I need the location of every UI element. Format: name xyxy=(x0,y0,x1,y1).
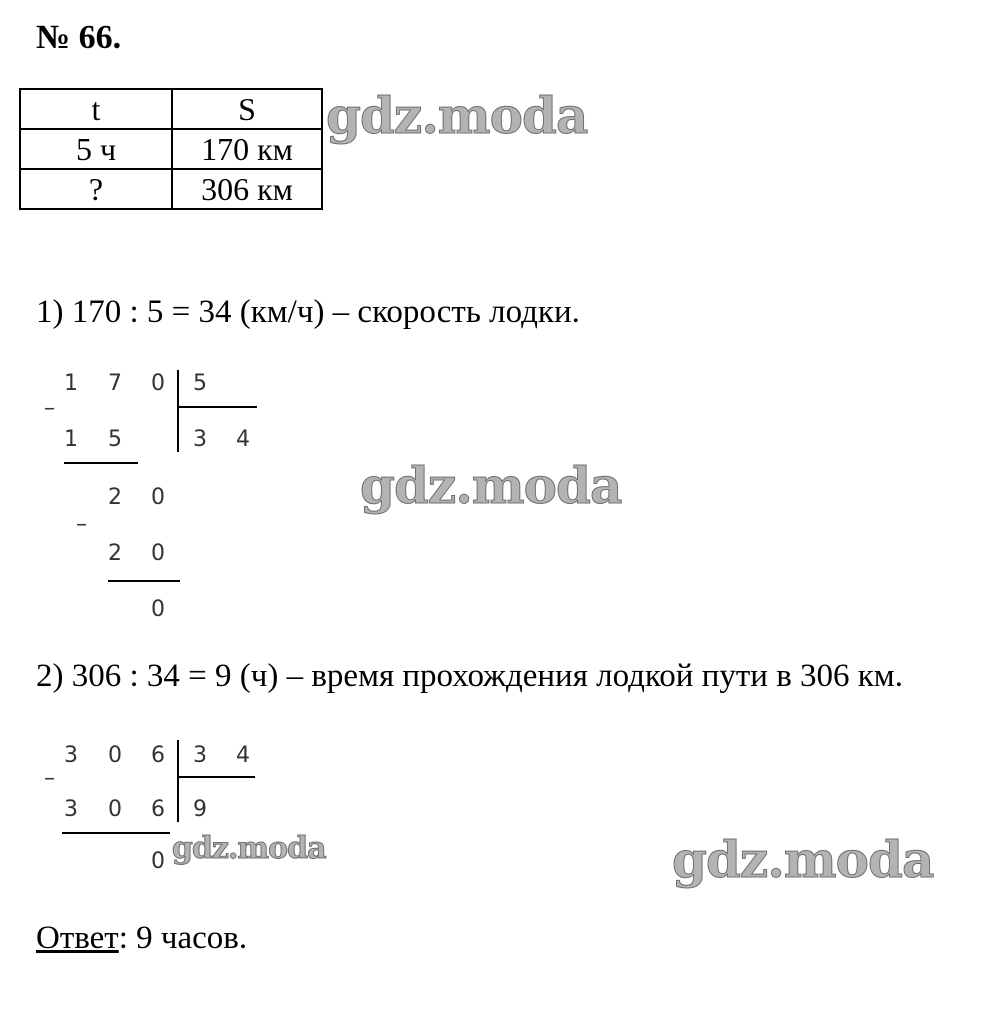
table-header-row xyxy=(20,89,322,129)
watermark-logo: gdz.moda xyxy=(172,831,326,866)
division-digit: 3 xyxy=(64,797,78,822)
quotient-digit: 4 xyxy=(236,427,250,452)
solution-step-2: 2) 306 : 34 = 9 (ч) – время прохождения лодкой пути в 306 км. xyxy=(36,658,903,694)
division-digit: 6 xyxy=(151,743,165,768)
division-digit: 0 xyxy=(151,541,165,566)
watermark-logo: gdz.moda xyxy=(360,456,622,515)
division-digit: 5 xyxy=(108,427,122,452)
division-digit: 0 xyxy=(108,797,122,822)
table-cell: 170 км xyxy=(172,129,322,169)
solution-step-1: 1) 170 : 5 = 34 (км/ч) – скорость лодки. xyxy=(36,294,580,330)
subtraction-line xyxy=(64,462,138,464)
data-table xyxy=(19,88,323,210)
division-remainder: 0 xyxy=(151,597,165,622)
minus-sign: – xyxy=(44,766,55,791)
division-digit: 7 xyxy=(108,371,122,396)
table-cell: 5 ч xyxy=(20,129,172,169)
subtraction-line xyxy=(62,832,170,834)
answer-text: : 9 часов. xyxy=(118,920,248,956)
minus-sign: – xyxy=(76,512,87,537)
table-header-t: t xyxy=(20,89,172,129)
subtraction-line xyxy=(108,580,180,582)
division-digit: 3 xyxy=(64,743,78,768)
watermark-logo: gdz.moda xyxy=(326,86,588,145)
divisor: 5 xyxy=(193,371,207,396)
division-digit: 1 xyxy=(64,427,78,452)
division-digit: 2 xyxy=(108,485,122,510)
table-header-s: S xyxy=(172,89,322,129)
answer-label: Ответ xyxy=(36,920,119,956)
division-remainder: 0 xyxy=(151,849,165,874)
problem-number: № 66. xyxy=(36,19,122,56)
division-bar-vertical xyxy=(177,740,179,822)
division-digit: 0 xyxy=(108,743,122,768)
minus-sign: – xyxy=(44,396,55,421)
division-digit: 2 xyxy=(108,541,122,566)
division-digit: 0 xyxy=(151,485,165,510)
division-bar-horizontal xyxy=(177,406,257,408)
division-bar-horizontal xyxy=(177,776,255,778)
divisor-digit: 3 xyxy=(193,743,207,768)
answer xyxy=(36,918,247,958)
division-digit: 0 xyxy=(151,371,165,396)
table-row xyxy=(20,169,322,209)
watermark-logo: gdz.moda xyxy=(672,830,934,889)
division-digit: 1 xyxy=(64,371,78,396)
division-digit: 6 xyxy=(151,797,165,822)
quotient-digit: 3 xyxy=(193,427,207,452)
divisor-digit: 4 xyxy=(236,743,250,768)
table-cell: ? xyxy=(20,169,172,209)
division-bar-vertical xyxy=(177,370,179,452)
table-row xyxy=(20,129,322,169)
quotient-digit: 9 xyxy=(193,797,207,822)
table-cell: 306 км xyxy=(172,169,322,209)
